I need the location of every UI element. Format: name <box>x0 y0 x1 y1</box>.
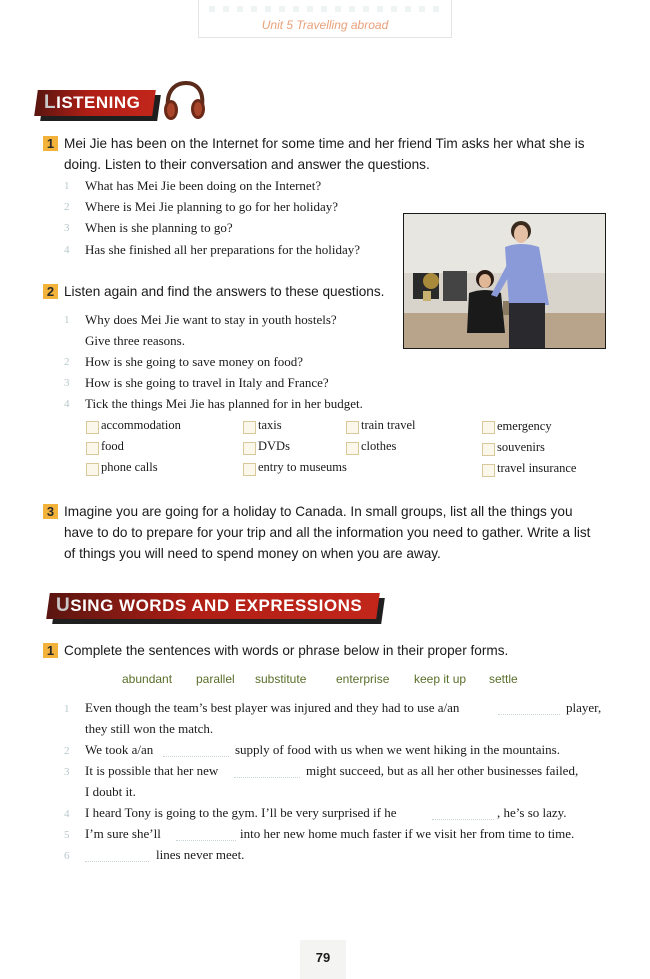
instruction-line: Listen again and find the answers to these questions. <box>64 284 385 299</box>
sentence-text: might succeed, but as all her other businesses failed, <box>306 763 579 778</box>
question-number: 2 <box>43 284 58 299</box>
checkbox-label: travel insurance <box>497 461 577 475</box>
checkbox-taxis[interactable] <box>243 421 256 434</box>
sentence-text: It is possible that her new <box>85 763 219 778</box>
checkbox-label: entry to museums <box>258 460 347 474</box>
word-bank-item: enterprise <box>336 672 390 686</box>
listening-banner <box>36 90 154 116</box>
banner-initial: U <box>56 595 71 616</box>
instruction-line: of things you will need to spend money on when you are away. <box>64 546 441 561</box>
item-number: 1 <box>64 314 70 326</box>
checkbox-label: train travel <box>361 418 416 432</box>
question-text: How is she going to save money on food? <box>85 354 304 369</box>
item-number: 1 <box>64 703 70 715</box>
sentence-text: Even though the team’s best player was injured and they had to use a/an <box>85 700 460 715</box>
sentence-text: I heard Tony is going to the gym. I’ll be very surprised if he <box>85 805 397 820</box>
word-bank-item: parallel <box>196 672 235 686</box>
unit-title: Unit 5 Travelling abroad <box>261 18 389 32</box>
checkbox-label: accommodation <box>101 418 181 432</box>
checkbox-clothes[interactable] <box>346 442 359 455</box>
checkbox-travel-insurance[interactable] <box>482 464 495 477</box>
answer-blank[interactable] <box>234 765 300 778</box>
instruction-line: Imagine you are going for a holiday to Canada. In small groups, list all the things you <box>64 504 573 519</box>
answer-blank[interactable] <box>163 744 229 757</box>
item-number: 6 <box>64 850 70 862</box>
question-number: 1 <box>43 643 58 658</box>
word-bank-item: keep it up <box>414 672 467 686</box>
question-text: Tick the things Mei Jie has planned for in her budget. <box>85 396 363 411</box>
checkbox-accommodation[interactable] <box>86 421 99 434</box>
checkbox-label: souvenirs <box>497 440 545 454</box>
checkbox-label: emergency <box>497 419 552 433</box>
sentence-text: I’m sure she’ll <box>85 826 161 841</box>
question-number: 1 <box>43 136 58 151</box>
checkbox-label: food <box>101 439 124 453</box>
instruction-line: have to do to prepare for your trip and all the information you need to gather. Write a list <box>64 525 591 540</box>
sentence-text: We took a/an <box>85 742 154 757</box>
question-number: 3 <box>43 504 58 519</box>
checkbox-label: clothes <box>361 439 397 453</box>
checkbox-food[interactable] <box>86 442 99 455</box>
word-bank-item: substitute <box>255 672 307 686</box>
checkbox-entry-to-museums[interactable] <box>243 463 256 476</box>
sentence-text: supply of food with us when we went hiking in the mountains. <box>235 742 560 757</box>
page-number: 79 <box>315 950 331 965</box>
item-number: 4 <box>64 398 70 410</box>
headphones-icon <box>160 80 208 122</box>
word-bank-item: settle <box>489 672 518 686</box>
sentence-text: I doubt it. <box>85 784 136 799</box>
item-number: 4 <box>64 808 70 820</box>
sentence-text: they still won the match. <box>85 721 214 736</box>
question-text: What has Mei Jie been doing on the Internet? <box>85 178 322 193</box>
checkbox-label: phone calls <box>101 460 158 474</box>
question-text: How is she going to travel in Italy and France? <box>85 375 329 390</box>
sentence-text: lines never meet. <box>156 847 245 862</box>
using-words-heading: SING WORDS AND EXPRESSIONS <box>70 596 363 615</box>
answer-blank[interactable] <box>498 702 560 715</box>
instruction-line: doing. Listen to their conversation and answer the questions. <box>64 157 430 172</box>
question-text: Where is Mei Jie planning to go for her holiday? <box>85 199 339 214</box>
item-number: 1 <box>64 180 70 192</box>
item-number: 5 <box>64 829 70 841</box>
item-number: 4 <box>64 244 70 256</box>
answer-blank[interactable] <box>432 807 494 820</box>
banner-initial: L <box>44 92 57 113</box>
question-text: When is she planning to go? <box>85 220 233 235</box>
office-photo <box>403 213 606 349</box>
question-text: Has she finished all her preparations for the holiday? <box>85 242 361 257</box>
question-text: Why does Mei Jie want to stay in youth hostels? <box>85 312 337 327</box>
item-number: 3 <box>64 377 70 389</box>
question-text: Give three reasons. <box>85 333 185 348</box>
sentence-text: into her new home much faster if we visit her from time to time. <box>240 826 575 841</box>
checkbox-train-travel[interactable] <box>346 421 359 434</box>
instruction-line: Complete the sentences with words or phrase below in their proper forms. <box>64 643 509 658</box>
checkbox-phone-calls[interactable] <box>86 463 99 476</box>
checkbox-label: DVDs <box>258 439 290 453</box>
item-number: 3 <box>64 222 70 234</box>
checkbox-emergency[interactable] <box>482 421 495 434</box>
item-number: 2 <box>64 356 70 368</box>
sentence-text: player, <box>566 700 602 715</box>
item-number: 2 <box>64 745 70 757</box>
word-bank-item: abundant <box>122 672 173 686</box>
checkbox-label: taxis <box>258 418 282 432</box>
checkbox-souvenirs[interactable] <box>482 443 495 456</box>
answer-blank[interactable] <box>85 849 149 862</box>
listening-heading: ISTENING <box>56 93 141 112</box>
checkbox-dvds[interactable] <box>243 442 256 455</box>
using-words-banner <box>48 593 378 619</box>
sentence-text: , he’s so lazy. <box>497 805 567 820</box>
item-number: 3 <box>64 766 70 778</box>
answer-blank[interactable] <box>176 828 236 841</box>
item-number: 2 <box>64 201 70 213</box>
instruction-line: Mei Jie has been on the Internet for some time and her friend Tim asks her what she is <box>64 136 585 151</box>
